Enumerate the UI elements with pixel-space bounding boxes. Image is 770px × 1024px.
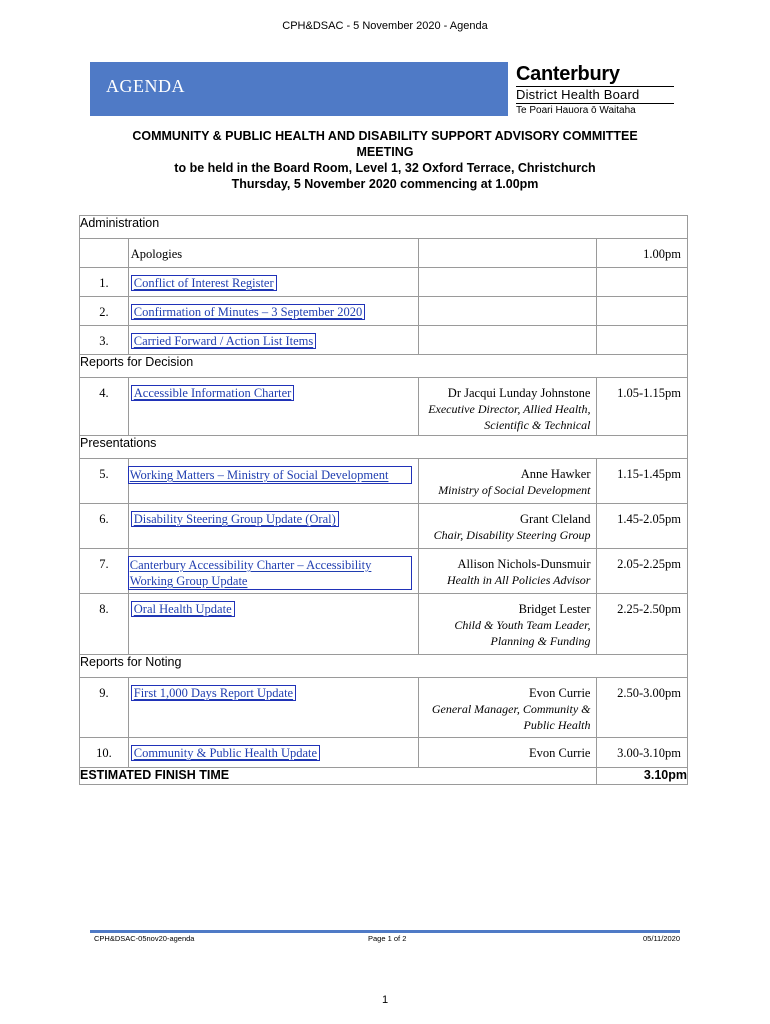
footer-filename: CPH&DSAC-05nov20-agenda (94, 934, 195, 943)
item-number: 6. (99, 512, 109, 526)
finish-row (80, 768, 688, 785)
item-link[interactable]: Canterbury Accessibility Charter – Accessibility Working Group Update (128, 556, 412, 590)
title-line-4: Thursday, 5 November 2020 commencing at 1.00pm (231, 177, 539, 191)
cdhb-logo (516, 64, 674, 116)
presenter-role: Health in All Policies Advisor (446, 573, 591, 587)
item-number: 8. (99, 602, 109, 616)
item-link[interactable]: Disability Steering Group Update (Oral) (131, 511, 339, 527)
agenda-row (80, 378, 688, 436)
agenda-row (80, 504, 688, 549)
agenda-row (80, 268, 688, 297)
presenter-name: Bridget Lester (518, 602, 591, 616)
item-time: 2.25-2.50pm (617, 602, 681, 616)
section-heading: Presentations (80, 436, 688, 459)
item-time: 3.00-3.10pm (617, 746, 681, 760)
page-number: 1 (381, 994, 389, 1006)
agenda-row (80, 594, 688, 655)
agenda-row (80, 549, 688, 594)
item-link[interactable]: Confirmation of Minutes – 3 September 2020 (131, 304, 365, 320)
section-heading: Administration (80, 216, 688, 239)
item-time: 1.05-1.15pm (617, 386, 681, 400)
section-heading: Reports for Noting (80, 655, 688, 678)
item-number: 3. (99, 334, 109, 348)
item-number: 9. (99, 686, 109, 700)
item-number: 2. (99, 305, 109, 319)
agenda-row (80, 678, 688, 738)
item-link[interactable]: Working Matters – Ministry of Social Development (128, 466, 412, 484)
item-number: 4. (99, 386, 109, 400)
item-label: Apologies (130, 247, 183, 261)
title-line-3: to be held in the Board Room, Level 1, 32 Oxford Terrace, Christchurch (174, 161, 596, 175)
agenda-row (80, 239, 688, 268)
finish-label: ESTIMATED FINISH TIME (80, 768, 597, 785)
title-line-2: MEETING (356, 145, 414, 159)
item-link[interactable]: Oral Health Update (131, 601, 235, 617)
section-reports-decision (80, 355, 688, 378)
presenter-name: Evon Currie (529, 746, 591, 760)
agenda-row (80, 297, 688, 326)
item-time: 2.50-3.00pm (617, 686, 681, 700)
item-link[interactable]: Conflict of Interest Register (131, 275, 277, 291)
presenter-name: Grant Cleland (520, 512, 591, 526)
running-header: CPH&DSAC - 5 November 2020 - Agenda (282, 20, 488, 32)
presenter-role: Executive Director, Allied Health, Scientific & Technical (428, 402, 591, 432)
item-number: 5. (99, 467, 109, 481)
item-time: 1.00pm (643, 247, 681, 261)
presenter-role: Chair, Disability Steering Group (433, 528, 591, 542)
item-number: 7. (99, 557, 109, 571)
section-administration (80, 216, 688, 239)
item-link[interactable]: Carried Forward / Action List Items (131, 333, 316, 349)
meeting-title (90, 128, 680, 192)
presenter-role: Ministry of Social Development (438, 483, 591, 497)
item-link[interactable]: First 1,000 Days Report Update (131, 685, 296, 701)
presenter-name: Evon Currie (529, 686, 591, 700)
item-link[interactable]: Accessible Information Charter (131, 385, 295, 401)
agenda-row (80, 326, 688, 355)
logo-line-3: Te Poari Hauora ō Waitaha (516, 105, 636, 116)
item-time: 1.15-1.45pm (617, 467, 681, 481)
footer-rule (90, 930, 680, 933)
item-number: 10. (96, 746, 112, 760)
section-presentations (80, 436, 688, 459)
agenda-row (80, 459, 688, 504)
presenter-role: Child & Youth Team Leader, Planning & Funding (454, 618, 591, 648)
footer-page: Page 1 of 2 (368, 934, 407, 943)
section-reports-noting (80, 655, 688, 678)
agenda-table (79, 215, 688, 785)
footer-date: 05/11/2020 (643, 934, 680, 943)
item-link[interactable]: Community & Public Health Update (131, 745, 320, 761)
agenda-row (80, 738, 688, 768)
logo-line-1: Canterbury (516, 63, 620, 85)
presenter-role: General Manager, Community & Public Health (431, 702, 591, 732)
item-time: 1.45-2.05pm (617, 512, 681, 526)
title-line-1: COMMUNITY & PUBLIC HEALTH AND DISABILITY SUPPORT ADVISORY COMMITTEE (132, 129, 638, 143)
presenter-name: Anne Hawker (520, 467, 591, 481)
finish-time: 3.10pm (597, 768, 688, 785)
item-time: 2.05-2.25pm (617, 557, 681, 571)
agenda-banner-label: AGENDA (106, 76, 185, 96)
presenter-name: Dr Jacqui Lunday Johnstone (447, 386, 591, 400)
item-number: 1. (99, 276, 109, 290)
logo-line-2: District Health Board (516, 86, 674, 104)
agenda-banner (90, 62, 508, 116)
section-heading: Reports for Decision (80, 355, 688, 378)
presenter-name: Allison Nichols-Dunsmuir (457, 557, 591, 571)
